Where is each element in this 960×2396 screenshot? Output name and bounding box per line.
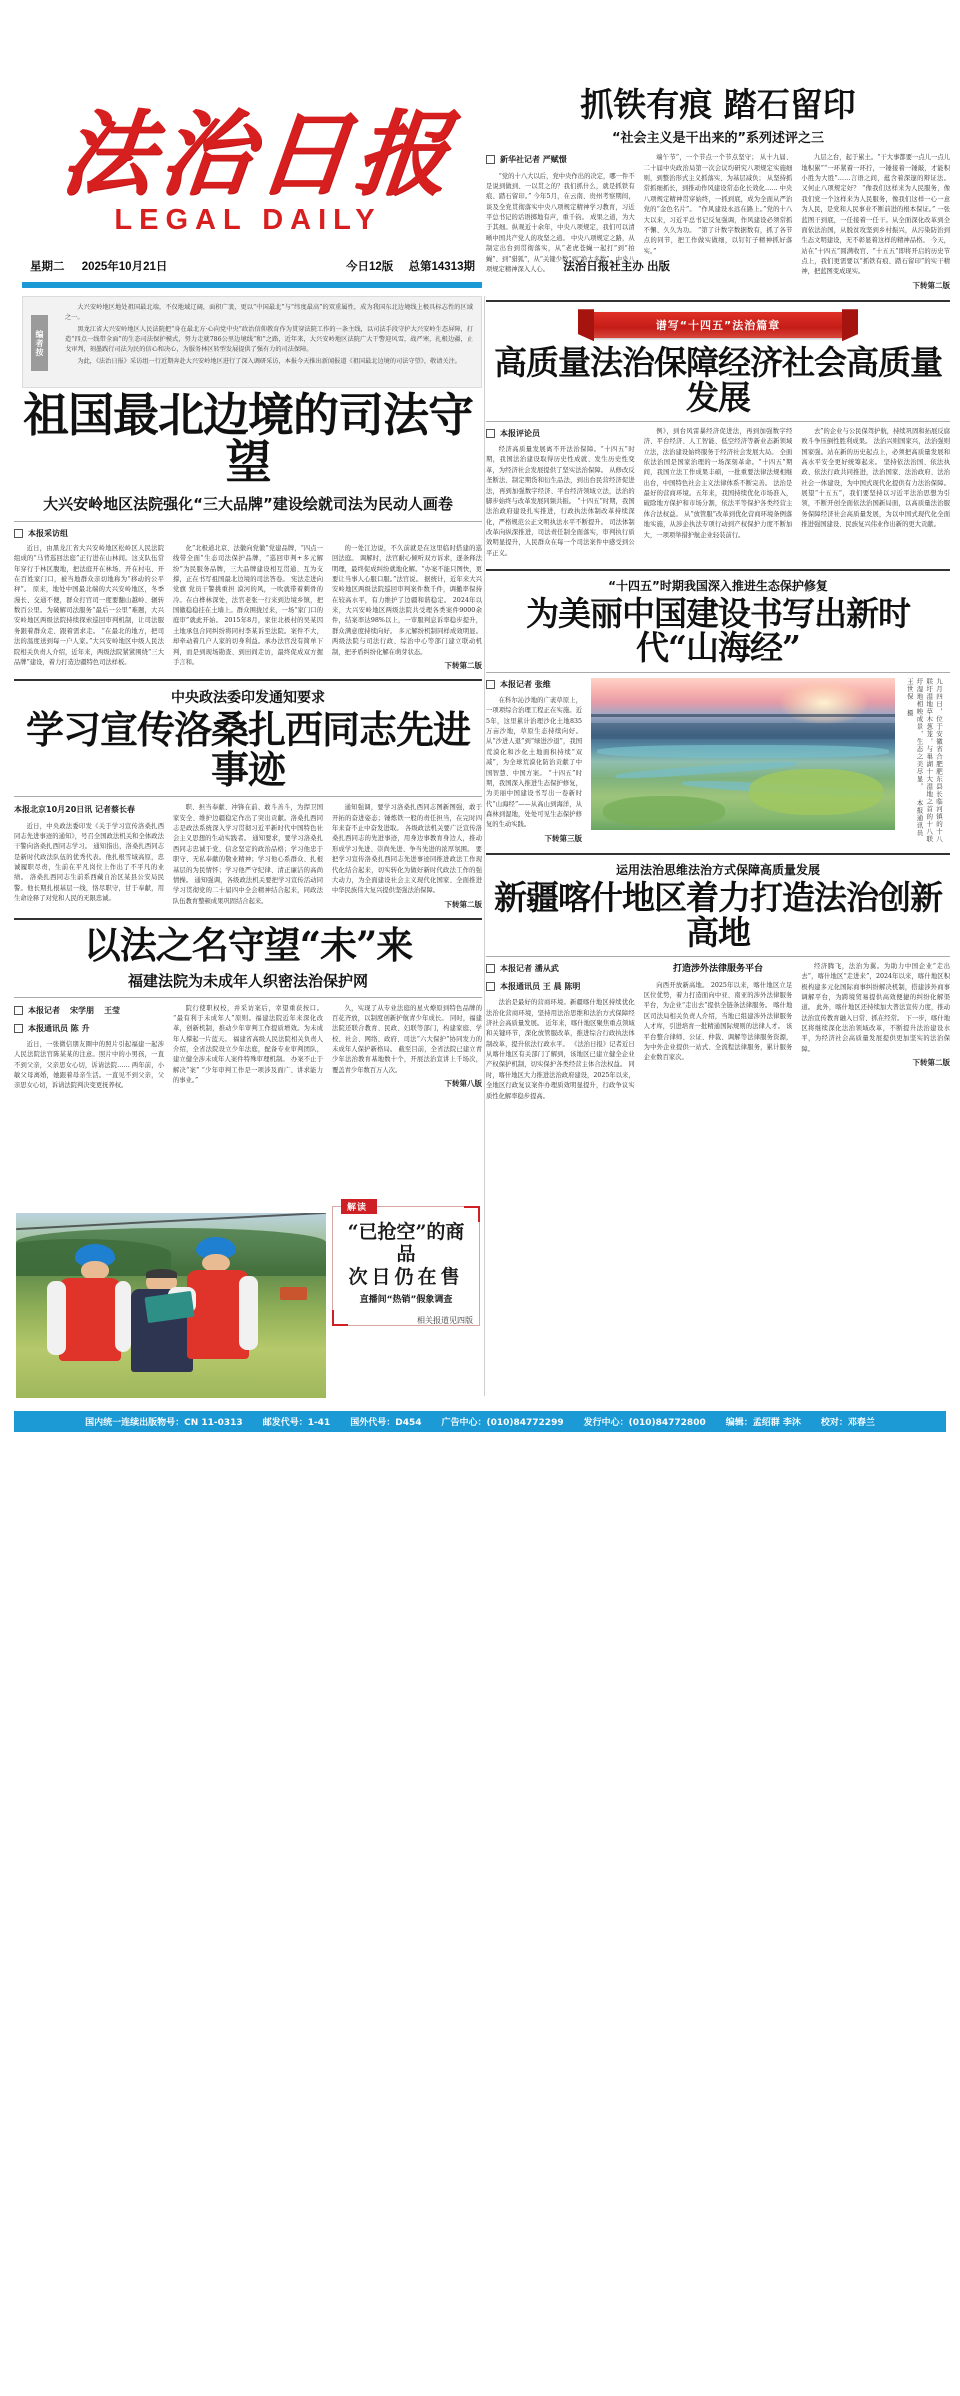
byline-box-icon: [486, 429, 495, 438]
kashgar-byline-text: 本报记者 潘从武: [500, 963, 559, 973]
kashgar-byline-2-text: 本报通讯员 王 晨 陈明: [500, 982, 581, 991]
lead-story-byline-text: 本报采访组: [28, 528, 68, 538]
right-column: [486, 85, 951, 1104]
lead-story-col-2: [173, 544, 323, 673]
ecology-body-text: 在科尔沁沙地的广袤草原上，一项项综合治理工程正在实施。近5年，这里累计治理沙化土地835万亩沙地，草原生态持续向好。 从“沙进人退”到“绿进沙退”，我国荒漠化和沙化土地面积持续“双减”，为全球荒漠化防治贡献了中国智慧、中国方案。 “十四五”时期，我国深入推进生态保护修复，为美丽中国建设书写出一卷新时代“山海经”——从高山到海洋，从森林到湿地，处处可见生态保护修复的生动实践。: [486, 696, 582, 829]
masthead-issue-group: [346, 258, 487, 274]
kashgar-col-1: [486, 962, 635, 1104]
luosang-headline: 学习宣传洛桑扎西同志先进事迹: [25, 707, 470, 792]
promo-tag-label: 解读: [341, 1199, 377, 1214]
luosang-columns: [14, 803, 482, 911]
editorial-col-2: [644, 427, 793, 561]
promo-line-2: 次日仍在售: [348, 1265, 464, 1288]
masthead-blue-rule: [22, 282, 482, 288]
kashgar-columns: [486, 962, 950, 1104]
logo-english-title: LEGAL DAILY: [114, 204, 382, 236]
article-kashgar: [486, 861, 950, 1104]
editor-note-label: 编者按: [31, 315, 48, 371]
logo-chinese-title: 法治日报: [56, 100, 460, 208]
commentary-col-1: [486, 153, 635, 292]
editorial-headline: 高质量法治保障经济社会高质量发展: [494, 343, 942, 417]
lead-story-jump[interactable]: 下转第二版: [444, 660, 482, 670]
lead-story-subhead: 大兴安岭地区法院强化“三大品牌”建设绘就司法为民动人画卷: [43, 494, 453, 513]
minors-byline-role: 本报记者: [28, 1005, 60, 1015]
kashgar-subhead-2: 打造涉外法律服务平台: [673, 963, 764, 974]
article-commentary-top: [486, 85, 951, 292]
masthead-pages-today: 今日12版: [346, 261, 394, 273]
luosang-kicker: 中央政法委印发通知要求: [171, 690, 325, 707]
luosang-col-2: [173, 803, 323, 911]
minors-col-2-text: 院行使职权校，并采访案后，幸望重获按口。 “最有利于未成年人”原则。福建法院近年来深化改革，创新机制，推动少年审判工作提质增效。为未成年人撑起一片蓝天。 福建省高级人民法院相关负责人介绍，全省法院设立少年法庭，配备专业审判团队，建立健全涉未成年人案件特殊审理机制。 办案不止于解决“案” “少年审判工作是一项涉及面广、讲求能力的事业。”: [173, 1004, 323, 1085]
kashgar-byline-2: [486, 980, 635, 993]
section-ribbon-wrap: [486, 312, 950, 342]
minors-col-1-text: 近日，一张微信朋友圈中的照片引起福建一起涉人民法院法官陈某某的注意。照片中的小男孩，一直不到父亲，父亲思女心切，诉请法院…… 两年前，小敏父母离婚，她跟着母亲生活。一直见不到父亲，父亲思女心切，诉请法院判决变更抚养权。: [14, 1040, 164, 1090]
minors-columns: [14, 1004, 482, 1094]
lead-story-byline: [14, 528, 482, 539]
editor-note-p1: 大兴安岭地区地处祖国最北端，不仅地域辽阔，面积广袤，更以“中国最北”与“纬度最高”的双重属性，成为我国东北边境线上极具标志性的区域之一。: [65, 304, 473, 321]
column-divider: [484, 296, 485, 1396]
kashgar-col-2: [644, 962, 793, 1104]
lead-story-col-2-text: 化“北极道北京、法徽向党徽”党建品牌，“四点一线带全面”生态司法保护品牌，“巡回审判+多元解纷”为民服务品牌，三大品牌建设相互贯通、互为支撑，正在书写祖国最北边境的司法答卷。 宪法走进向党旗 党员干警挑重担 漠河的风，一吹就带着刺骨的冷。在白桦林深处，法官老张一行来到边境乡镇，把国徽稳稳挂在土墙上。群众围拢过来，一场“家门口的庭审”就此开始。 2015年8月，家住北极村的吴某因土地承包合同纠纷将同村李某诉至法院。案件不大，却牵动着几户人家的切身利益。承办法官没有简单下判，而是到现场勘查、到田间走访，最终促成双方握手言和。: [173, 544, 323, 666]
byline-box-icon: [486, 680, 495, 689]
ecology-kicker: “十四五”时期我国深入推进生态保护修复: [608, 579, 828, 594]
minors-byline-2: [14, 1022, 164, 1035]
kashgar-jump[interactable]: 下转第二版: [912, 1058, 951, 1068]
lead-story-col-1-text: 近日，由黑龙江省大兴安岭地区松岭区人民法院组成的“马背巡回法庭”正行进在山林间。这支队伍常年穿行于林区腹地，把法庭开在林场、开在村屯、开在百姓家门口，被当地群众亲切地称为“移动的公平秤”。 原来，地处中国最北端的大兴安岭地区，冬季漫长、交通不便，群众打官司一度要翻山越岭、辗转数百公里。为破解司法服务“最后一公里”难题，大兴安岭地区两级法院持续探索巡回审判机制，让司法服务跟着群众走、跟着需求走。 “在最北的地方，把司法的温度送到每一户人家。”大兴安岭地区中级人民法院相关负责人介绍，近年来，两级法院紧紧围绕“三大品牌”建设，着力打造边疆特色司法样板。: [14, 544, 164, 666]
kashgar-col-3-text: 经济腾飞，法治为翼。为助力中国企业“走出去”，喀什地区“走进来”，2024年以来，喀什地区积极构建多元化国际商事纠纷解决机制，搭建涉外商事调解平台，为跨境贸易提供高效便捷的纠纷化解渠道。 此外，喀什地区还持续加大普法宣传力度，推动法治宣传教育融入日常、抓在经常。 下一步，喀什地区将继续深化法治领域改革，不断提升法治建设水平，为经济社会高质量发展提供更加坚实的法治保障。: [801, 962, 951, 1053]
editorial-col-1: [486, 427, 635, 561]
byline-box-icon: [14, 1024, 23, 1033]
minors-col-1: [14, 1004, 164, 1094]
kashgar-col-1-text: 法治是最好的营商环境。新疆喀什地区持续优化法治化营商环境，坚持用法治思维和法治方式保障经济社会高质量发展。 近年来，喀什地区聚焦重点领域和关键环节，深化放管服改革，推进综合行政执法体制改革，提升依法行政水平。 《法治日报》记者近日从喀什地区有关部门了解到，该地区已建立健全企业产权保护机制，切实保护各类经营主体合法权益。 同时，喀什地区大力推进法治政府建设，2025年以来，全地区行政复议案件办理质效明显提升，行政争议实质性化解率稳步提高。: [486, 999, 635, 1100]
kashgar-col-3: [801, 962, 950, 1104]
promo-box-livestream[interactable]: [332, 1203, 480, 1326]
editor-note-box: [22, 296, 482, 388]
article-lead-story: [14, 388, 482, 672]
lead-story-columns: [14, 544, 482, 673]
ecology-headline: 为美丽中国建设书写出新时代“山海经”: [526, 594, 910, 668]
footer-bar: [14, 1411, 946, 1432]
footer-item-0: 国内统一连续出版物号：CN 11-0313: [85, 1418, 243, 1428]
editorial-col-3-text: 去”的企业与公民保驾护航，持续巩固和拓展反腐败斗争压倒性胜利成果。 法治兴则国家兴，法治强则国家强。站在新的历史起点上，必须把高质量发展和高水平安全更好统筹起来。 坚持依法治国、依法执政、依法行政共同推进，法治国家、法治政府、法治社会一体建设，为中国式现代化提供有力法治保障。 展望“十五五”，我们要坚持以习近平法治思想为引领，不断开创全面依法治国新局面，以高质量法治服务保障经济社会高质量发展，为以中国式现代化全面推进强国建设、民族复兴伟业作出新的更大贡献。: [801, 427, 951, 529]
minors-col-3: [332, 1004, 482, 1094]
byline-box-icon: [486, 964, 495, 973]
kashgar-kicker: 运用法治思维法治方式保障高质量发展: [615, 863, 820, 878]
article-ecology: [486, 577, 950, 845]
commentary-col-2-text: 端午节”，一个节点一个节点坚守； 从十九届、二十届中央政治局第一次会议均研究八项规定实施细则，到整治形式主义抓落实、为基层减负； 从坚持抓常抓细抓长，到推动作风建设常态化长效化…… 中央八项规定精神贯穿始终，一抓到底，成为全面从严治党的“金色名片”。 “作风建设永远在路上。”党的十八大以来，习近平总书记反复强调，作风建设必须常抓不懈、久久为功。 “第了计数字数据数有，抓了各节点的同节，把工作做实做细，以钉钉子精神抓好落实。”: [643, 154, 793, 255]
masthead-issue-number: 总第14313期: [408, 261, 475, 273]
article-editorial-high-quality: [486, 343, 951, 561]
ecology-byline: [486, 678, 582, 691]
minors-byline-author-2: 王莹: [104, 1005, 120, 1015]
commentary-columns: [486, 153, 950, 292]
luosang-col-3: [332, 803, 482, 911]
minors-headline: 以法之名守望“未”来: [83, 923, 413, 968]
promo-subtitle: 直播间“热销”假象调查: [359, 1295, 453, 1306]
minors-col-3-text: 久，实现了从专业法庭的星火燎原到特色品牌的百花齐放，以制度创新护航青少年成长。 同时，福建法院还联合教育、民政、妇联等部门，构建家庭、学校、社会、网络、政府、司法“六大保护”协同发力的未成年人保护新格局。 截至目前，全省法院已建立青少年法治教育基地数十个，开展法治宣讲上千场次，覆盖青少年数百万人次。: [332, 1004, 482, 1074]
minors-jump[interactable]: 下转第八版: [444, 1079, 482, 1089]
byline-box-icon: [486, 982, 495, 991]
kashgar-col-2-text: 向西开放新高地。 2025年以来，喀什地区立足区位优势，着力打造面向中亚、南亚的涉外法律服务平台，为企业“走出去”提供全链条法律服务。 喀什地区司法局相关负责人介绍，当地已组建涉外法律服务人才库，引进培育一批精通国际规则的法律人才。 该平台整合律师、公证、仲裁、调解等法律服务资源，为中外企业提供一站式、全流程法律服务，累计服务企业数百家次。: [643, 981, 793, 1062]
footer-item-3: 广告中心：(010)84772299: [441, 1418, 564, 1428]
commentary-jump[interactable]: 下转第二版: [912, 280, 951, 290]
kashgar-byline-1: [486, 962, 635, 975]
ecology-photo-caption: 九月四日，位于安徽省合肥肥东县长临河镇的十八联圩湿地草木葱茏，与巢湖十大湿地之首的十八联圩湿地相映成景，生态之美尽显。 本报通讯员 王世保 摄: [905, 677, 943, 843]
lead-story-col-3: [332, 544, 482, 673]
footer-item-6: 校对：邓春兰: [820, 1418, 875, 1428]
commentary-col-3: [801, 153, 950, 292]
promo-line-1: “已抢空”的商品: [347, 1221, 465, 1266]
editorial-col-1-text: 经济高质量发展离不开法治保障。“十四五”时期，我国法治建设取得历史性成就、发生历史性变革，为经济社会发展提供了坚实法治保障。 从修改反垄断法、制定期货和衍生品法，到出台民营经济促进法，再到加强数字经济、平台经济领域立法，法治的脚步始终与改革发展同频共振。 “十四五”时期，我国法治政府建设扎实推进，行政执法体制改革持续深化，严格规范公正文明执法水平不断提升。 司法体制改革向纵深推进，司法责任制全面落实，审判执行质效明显提升，人民群众在每一个司法案件中感受到公平正义。: [486, 446, 635, 557]
ecology-photo-caption-wrap: [904, 678, 950, 845]
commentary-col-3-text: 九层之台，起于累土。“干大事都要一点儿一点儿地积累”“一环紧着一环拧，一锤接着一锤敲，才能积小胜为大胜”……言语之间，蕴含着深邃的辩证法。 又何止八项规定好？ “像我们这样来为人民服务，像我们党一个这样来为人民服务，像我们这样一心一意为人民，是党和人民事业不断前进的根本保证。” 一张蓝图干到底，一任接着一任干。从全面深化改革到全面依法治国，从脱贫攻坚到乡村振兴，从污染防治到生态文明建设，无不彰显着这样的精神品格。 今天，站在“十四五”圆满收官、“十五五”即将开启的历史节点上，我们更需要以“抓铁有痕、踏石留印”的实干精神，把蓝图变成现实。: [801, 154, 951, 276]
section-ribbon: 谱写“十四五”法治篇章: [593, 312, 843, 338]
footer-item-1: 邮发代号：1-41: [262, 1418, 331, 1428]
luosang-byline: 本报北京10月20日讯 记者蔡长春: [14, 805, 136, 815]
commentary-headline: 抓铁有痕 踏石留印: [580, 85, 856, 124]
minors-byline-2-text: 本报通讯员 陈 升: [28, 1023, 90, 1033]
kashgar-headline: 新疆喀什地区着力打造法治创新高地: [494, 878, 942, 952]
ecology-byline-text: 本报记者 张维: [500, 679, 551, 689]
minors-col-2: [173, 1004, 323, 1094]
luosang-col-1-text: 近日，中央政法委印发《关于学习宣传洛桑扎西同志先进事迹的通知》，号召全国政法机关和全体政法干警向洛桑扎西同志学习。 通知指出，洛桑扎西同志是新时代政法队伍的优秀代表。他扎根雪域高原，忠诚履职尽责，生前在平凡岗位上作出了不平凡的业绩。 洛桑扎西同志生前系西藏自治区某县公安局民警。他长期扎根基层一线，恪尽职守，甘于奉献，用生命诠释了对党和人民的无限忠诚。: [14, 822, 164, 903]
masthead-publisher: 法治日报社主办 出版: [563, 261, 670, 273]
byline-box-icon: [486, 155, 495, 164]
footer-item-4: 发行中心：(010)84772800: [583, 1418, 706, 1428]
ecology-jump[interactable]: 下转第三版: [544, 833, 582, 843]
article-minors-protection: [14, 923, 482, 1094]
editor-note-text: [65, 303, 473, 367]
luosang-col-2-text: 职、担当奉献、冲锋在前、敢斗善斗，为捍卫国家安全、维护边疆稳定作出了突出贡献。洛桑扎西同志是政法系统深入学习贯彻习近平新时代中国特色社会主义思想的生动实践者。 通知要求，要学习洛桑扎西同志忠诚于党、信念坚定的政治品格；学习他忠于职守、无私奉献的敬业精神；学习他心系群众、扎根基层的为民情怀；学习他严守纪律、清正廉洁的高尚情操。 通知强调，各级政法机关要把学习宣传活动同学习贯彻党的二十届四中全会精神结合起来，同政法队伍教育整顿成果巩固结合起来。: [173, 804, 323, 905]
promo-reference[interactable]: 相关报道见四版: [417, 1316, 473, 1326]
ecology-text-column: [486, 678, 582, 845]
left-column: [14, 388, 482, 1094]
editor-note-p3: 为此，《法治日报》采访组一行近期奔赴大兴安岭地区进行了深入调研采访，本报今天推出新闻报道《祖国最北边境的司法守望》，敬请关注。: [77, 357, 461, 365]
masthead-date: 2025年10月21日: [81, 261, 168, 273]
lead-story-col-1: [14, 544, 164, 673]
editorial-columns: [486, 427, 950, 561]
newspaper-logo: [56, 100, 460, 236]
masthead-date-group: [30, 258, 181, 274]
footer-item-2: 国外代号：D454: [350, 1418, 422, 1428]
photo-wetland-aerial: [591, 678, 895, 830]
commentary-byline: [486, 153, 635, 166]
masthead-weekday: 星期二: [30, 261, 65, 273]
editorial-byline-text: 本报评论员: [500, 428, 540, 438]
editorial-col-2-text: 例》，到台风雷暴经济促进法，再到加强数字经济、平台经济、人工智能、低空经济等新业态新领域立法，法治建设始终服务于经济社会发展大局。 全面依法治国是国家治理的一场深刻革命。“十四五”期间，我国立法工作成果丰硕，一批重要法律法规相继出台，中国特色社会主义法律体系不断完善。 法治是最好的营商环境。五年来，我国持续优化市场准入，破除地方保护和市场分割，依法平等保护各类经营主体合法权益。 从“放管服”改革到优化营商环境条例落地实施，从涉企执法专项行动到产权保护力度不断加大，一项项举措护航企业轻装前行。: [643, 427, 793, 539]
byline-box-icon: [14, 529, 23, 538]
editorial-col-3: [801, 427, 950, 561]
editorial-byline: [486, 427, 635, 440]
photo-volunteers-field: [16, 1213, 326, 1398]
commentary-col-1-text: “党的十八大以后，党中央作出的决定，哪一件不是说到做到、一以贯之的？我们抓什么，就是抓铁有痕、踏石留印。” 今年5月，在云南、贵州考察期间，谈及全党贯彻落实中央八项规定精神学习教育，习近平总书记的话语掷地有声，重千钧。 成果之道，为大于其细。纵观近十余年，中央八项规定，我们可以清晰中国共产党人的攻坚之道。 中央八项规定之路，从制定出台到贯彻落实，从“老虎苍蝇一起打”到“拍蝇”、到“猎狐”，从“关键少数”到“绝大多数”，中央八项规定精神深入人心。: [486, 172, 635, 273]
lead-story-col-3-text: 的一处江边说，不久前就是在这里临时搭建的巡回法庭。 调解时，法官耐心倾听双方诉求，逐条释法明理，最终促成纠纷就地化解。“办案不能只图快，更要让当事人心服口服。”法官说。 据统计，近年来大兴安岭地区两级法院巡回审判案件数千件，调撤率保持在较高水平，有力维护了边疆和谐稳定。 2024年以来，大兴安岭地区两级法院共受理各类案件9000余件，结案率达98%以上，一审服判息诉率稳步提升，群众满意度持续向好。 多元解纷机制同样成效明显。两级法院与司法行政、综治中心等部门建立联动机制，把矛盾纠纷化解在萌芽状态。: [332, 544, 482, 656]
luosang-col-3-text: 通知强调，要学习洛桑扎西同志图新图强，敢于开拓的奋进姿态；锤炼铁一般的责任担当，在完时四年来奋不止中奋发进取。 各级政法机关要广泛宣传洛桑扎西同志的先进事迹，用身边事教育身边人，推动形成学习先进、崇尚先进、争当先进的浓厚氛围。 要把学习宣传洛桑扎西同志先进事迹同推进政法工作现代化结合起来，切实转化为做好新时代政法工作的强大动力，为全面建设社会主义现代化国家、全面推进中华民族伟大复兴提供坚强法治保障。: [332, 804, 482, 895]
byline-box-icon: [14, 1006, 23, 1015]
footer-item-5: 编辑：孟绍群 李沐: [725, 1418, 801, 1428]
luosang-col-1: [14, 803, 164, 911]
article-luosang-zhaxi: [14, 687, 482, 911]
minors-byline-author-1: 宋学朋: [70, 1005, 94, 1015]
minors-subhead: 福建法院为未成年人织密法治保护网: [127, 971, 368, 990]
luosang-jump[interactable]: 下转第二版: [444, 899, 482, 909]
commentary-col-2: [644, 153, 793, 292]
minors-byline-1: [14, 1004, 164, 1017]
editor-note-p2: 黑龙江省大兴安岭地区人民法院把“身在最北方·心向党中央”政治信仰教育作为贯穿法院工作的一条主线，以司法手段守护大兴安岭生态屏障，打造“四点一线带全面”的生态司法保护模式，努力走就786公里边境线“和”之路，近年来，大兴安岭地区法院广大干警迎风雪，战严寒，扎根边疆，止戈审判，刻墨践行司法为民的信心和决心，为服务林区转型发展提供了强有力的司法保障。: [65, 325, 473, 353]
commentary-subhead: “社会主义是干出来的”系列述评之三: [611, 131, 825, 147]
commentary-byline-text: 新华社记者 严赋憬: [500, 155, 567, 165]
lead-story-headline: 祖国最北边境的司法守望: [23, 388, 473, 489]
